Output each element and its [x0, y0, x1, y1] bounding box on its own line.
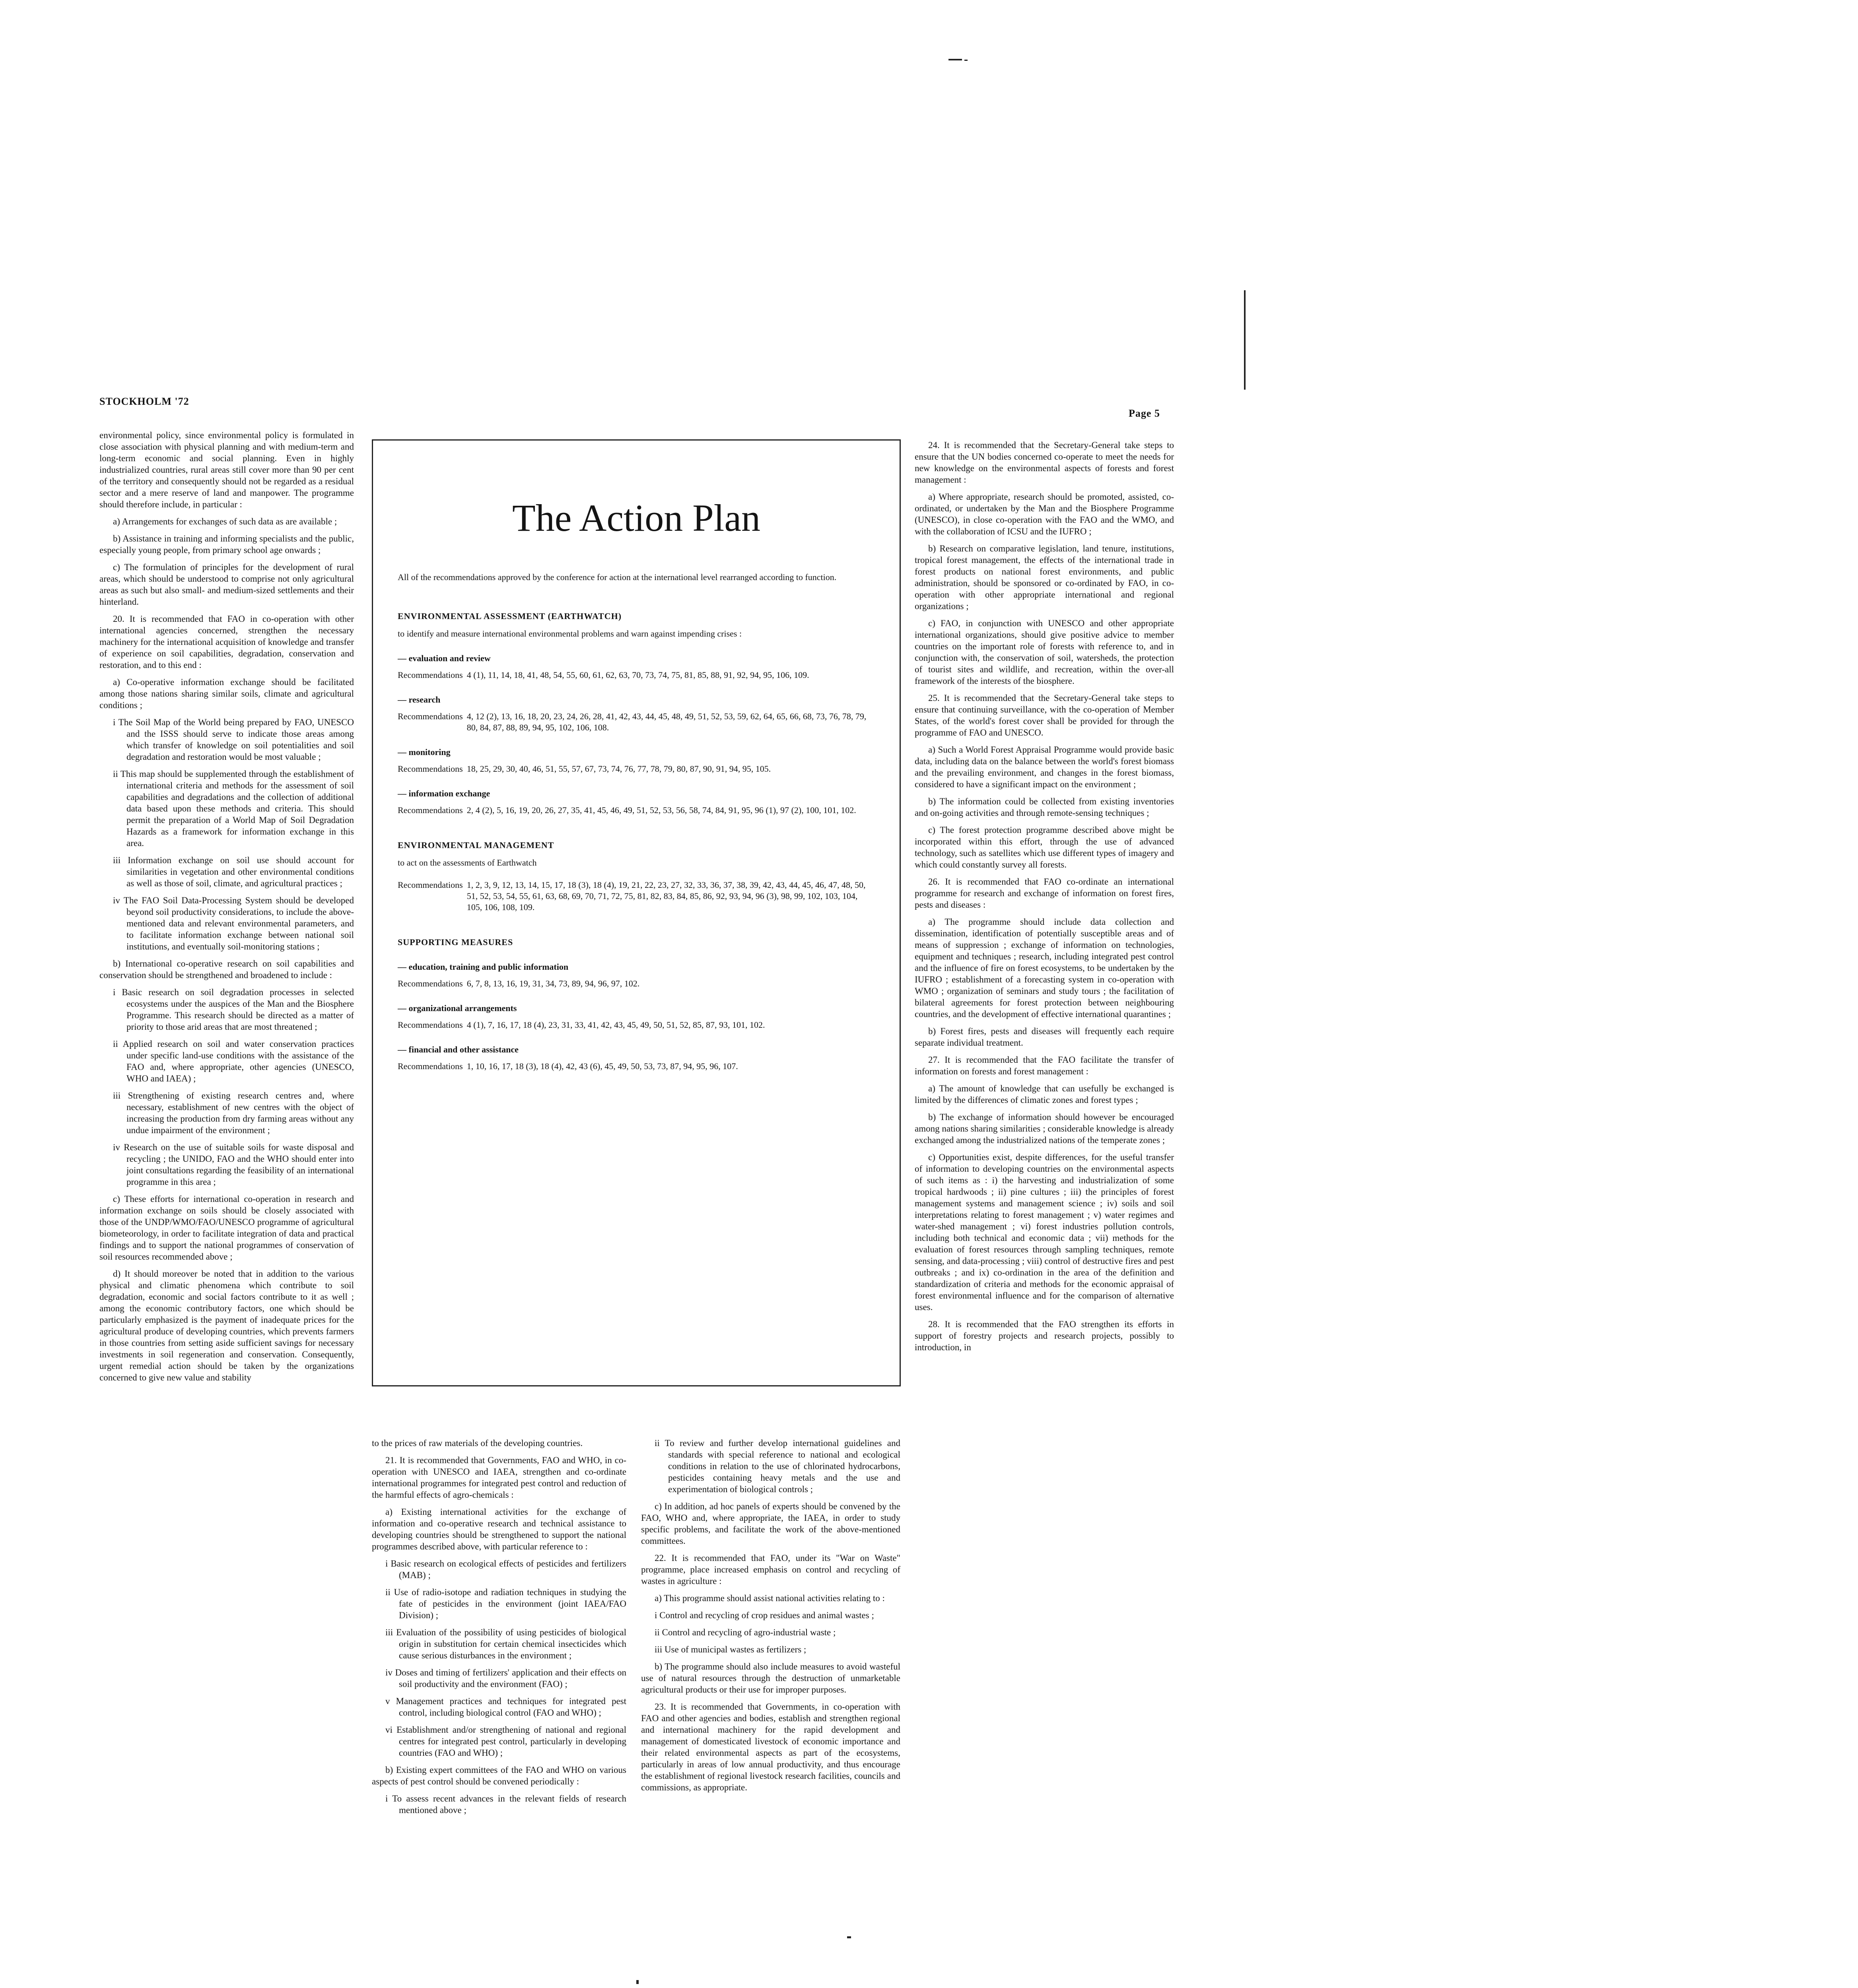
paragraph: iii Evaluation of the possibility of using pesticides of biological origin in substitution for certain chemical insecticides which cause serious disturbances in the environment ; — [385, 1627, 626, 1660]
paragraph: ii Control and recycling of agro-industrial waste ; — [655, 1627, 836, 1637]
paragraph: a) The programme should include data collection and dissemination, identification of potentially susceptible areas and of means of suppression ; exchange of information on technologies, equipment and techniques ; research, including integrated pest control and the influence of fire on forest ecosystems, to be undertaken by the IUFRO ; establishment of a forecasting system in co-operation with WMO ; organization of seminars and study tours ; the facilitation of bilateral agreements for forest protection between neighbouring countries, and the development of effective international quarantines ; — [915, 917, 1174, 1019]
paragraph: b) Assistance in training and informing specialists and the public, especially young people, from primary school age onwards ; — [99, 534, 354, 555]
recommendations-key: Recommendations — [398, 670, 463, 680]
paragraph: a) Existing international activities for the exchange of information and co-operative research and technical assistance to developing countries should be strengthened to support the national programmes described above, with particular reference to : — [372, 1507, 626, 1551]
section-description: to identify and measure international environmental problems and warn against impending crises : — [398, 629, 742, 639]
paragraph: b) The information could be collected from existing inventories and on-going activities and through remote-sensing techniques ; — [915, 796, 1174, 818]
paragraph: c) The forest protection programme described above might be incorporated within this effort, through the use of advanced technology, such as satellites which use different types of imagery and which could constantly survey all forests. — [915, 825, 1174, 870]
paragraph: v Management practices and techniques for integrated pest control, including biological control (FAO and WHO) ; — [385, 1696, 626, 1718]
paragraph: 22. It is recommended that FAO, under its "War on Waste" programme, place increased emphasis on control and recycling of wastes in agriculture : — [641, 1553, 900, 1586]
text-column-left — [99, 429, 354, 1389]
subsection-label: — research — [398, 695, 441, 705]
recommendation-list — [398, 763, 875, 775]
paragraph: b) The programme should also include measures to avoid wasteful use of natural resources through the destruction of unmarketable agricultural products or their use for improper purposes. — [641, 1662, 900, 1695]
running-header-left: STOCKHOLM '72 — [99, 396, 189, 407]
paragraph: 21. It is recommended that Governments, FAO and WHO, in co-operation with UNESCO and IAEA, strengthen and co-ordinate international programmes for integrated pest control and reduction of the harmful effects of agro-chemicals : — [372, 1455, 626, 1500]
paragraph: a) Such a World Forest Appraisal Programme would provide basic data, including data on the balance between the world's forest biomass and the prevailing environment, and changes in the forest biomass, considered to have a significant impact on the environment ; — [915, 745, 1174, 789]
paragraph: ii This map should be supplemented through the establishment of international criteria and methods for the assessment of soil capabilities and degradations and the collection of additional data based upon these methods and criteria. This should permit the preparation of a World Map of Soil Degradation Hazards as a framework for information exchange in this area. — [113, 769, 354, 848]
recommendation-numbers: 1, 2, 3, 9, 12, 13, 14, 15, 17, 18 (3), 18 (4), 19, 21, 22, 23, 27, 32, 33, 36, 37, 38, 39, 42, 43, 44, 45, 46, 47, 48, 50, 51, 52, 53, 54, 55, 61, 63, 68, 69, 70, 71, 72, 75, 81, 82, 83, 84, 85, 86, 92, 93, 94, 96 (3), 98, 99, 102, 103, 104, 105, 106, 108, 109. — [466, 880, 866, 912]
paragraph: 23. It is recommended that Governments, in co-operation with FAO and other agencies and bodies, establish and strengthen regional and international machinery for the rapid development and management of domesticated livestock of economic importance and their related environmental aspects as part of the ecosystems, particularly in areas of low annual productivity, and thus encourage the establishment of regional livestock research facilities, councils and commissions, as appropriate. — [641, 1702, 900, 1792]
paragraph: environmental policy, since environmental policy is formulated in close association with physical planning and with medium-term and long-term economic and social planning. Even in highly industrialized countries, rural areas still cover more than 90 per cent of the territory and consequently should not be regarded as a residual sector and a mere reserve of land and manpower. The programme should therefore include, in particular : — [99, 430, 354, 509]
paragraph: b) The exchange of information should however be encouraged among nations sharing similarities ; considerable knowledge is already exchanged among the industrialized nations of the temperate zones ; — [915, 1112, 1174, 1145]
paragraph: iii Use of municipal wastes as fertilizers ; — [655, 1644, 807, 1654]
section-heading: ENVIRONMENTAL MANAGEMENT — [398, 840, 554, 850]
subsection-label: — monitoring — [398, 747, 451, 757]
paragraph: ii Use of radio-isotope and radiation techniques in studying the fate of pesticides in the environment (joint IAEA/FAO Division) ; — [385, 1587, 626, 1620]
paragraph: b) Research on comparative legislation, land tenure, institutions, tropical forest management, the effects of the international trade in forest products on national forest environments, and public administration, should be sponsored or co-ordinated by FAO, in co-operation with other appropriate international and regional organizations ; — [915, 544, 1174, 611]
paragraph: c) In addition, ad hoc panels of experts should be convened by the FAO, WHO and, where appropriate, the IAEA, in order to study specific problems, and facilitate the work of the above-mentioned committees. — [641, 1501, 900, 1546]
scan-speck — [964, 60, 968, 61]
recommendation-numbers: 6, 7, 8, 13, 16, 19, 31, 34, 73, 89, 94, 96, 97, 102. — [466, 978, 640, 988]
paragraph: 26. It is recommended that FAO co-ordinate an international programme for research and exchange of information on forest fires, pests and diseases : — [915, 877, 1174, 910]
paragraph: c) Opportunities exist, despite differences, for the useful transfer of information to developing countries on the environmental aspects of such items as : i) the harvesting and industrialization of some tropical hardwoods ; ii) pine cultures ; iii) the principles of forest management systems and management science ; iv) soils and soil interpretations relating to forest management ; v) water regimes and water-shed management ; vi) forest industries pollution controls, including both technical and economic data ; vii) methods for the evaluation of forest resources through sampling techniques, remote sensing, and data-processing ; viii) control of destructive fires and pest outbreaks ; and ix) co-ordination in the area of the definition and standardization of criteria and methods for the economic appraisal of forest environmental influence and for the comparison of alternative uses. — [915, 1152, 1174, 1312]
action-plan-box — [372, 439, 901, 1386]
paragraph: ii To review and further develop international guidelines and standards with special reference to national and ecological conditions in relation to the use of chlorinated hydrocarbons, pesticides containing heavy metals and the use and experimentation of biological controls ; — [655, 1438, 900, 1494]
recommendation-numbers: 1, 10, 16, 17, 18 (3), 18 (4), 42, 43 (6), 45, 49, 50, 53, 73, 87, 94, 95, 96, 107. — [466, 1061, 738, 1071]
paragraph: i Control and recycling of crop residues and animal wastes ; — [655, 1610, 874, 1620]
recommendation-list — [398, 805, 875, 816]
paragraph: to the prices of raw materials of the developing countries. — [372, 1438, 583, 1448]
paragraph: iii Strengthening of existing research centres and, where necessary, establishment of new centres with the object of increasing the production from dry farming areas without any undue impairment of the environment ; — [113, 1091, 354, 1135]
recommendation-list — [398, 670, 875, 681]
scan-speck — [847, 1936, 851, 1938]
paragraph: i To assess recent advances in the relevant fields of research mentioned above ; — [385, 1794, 626, 1815]
paragraph: a) Arrangements for exchanges of such data as are available ; — [113, 516, 337, 526]
paragraph: i Basic research on soil degradation processes in selected ecosystems under the auspices of the Man and the Biosphere Programme. This research should be directed as a matter of priority to those arid areas that are most threatened ; — [113, 987, 354, 1032]
paragraph: 27. It is recommended that the FAO facilitate the transfer of information on forests and forest management : — [915, 1055, 1174, 1076]
paragraph: 25. It is recommended that the Secretary-General take steps to ensure that continuing surveillance, with the co-operation of Member States, of the world's forest cover shall be provided for through the programme of FAO and UNESCO. — [915, 693, 1174, 738]
paragraph: a) The amount of knowledge that can usefully be exchanged is limited by the differences of climatic zones and forest types ; — [915, 1083, 1174, 1105]
subsection-label: — evaluation and review — [398, 653, 491, 663]
recommendations-key: Recommendations — [398, 711, 463, 721]
paragraph: 28. It is recommended that the FAO strengthen its efforts in support of forestry projects and research projects, possibly to introduction, in — [915, 1319, 1174, 1352]
action-plan-title: The Action Plan — [512, 497, 760, 539]
paragraph: iv The FAO Soil Data-Processing System should be developed beyond soil productivity considerations, to include the above-mentioned data and relevant environmental parameters, and to facilitate information exchange between national soil institutions, and eventually soil-monitoring stations ; — [113, 895, 354, 951]
paragraph: a) This programme should assist national activities relating to : — [655, 1593, 885, 1603]
paragraph: 20. It is recommended that FAO in co-operation with other international agencies concerned, strengthen the necessary machinery for the international acquisition of knowledge and transfer of experience on soil capabilities, degradation, conservation and restoration, and to this end : — [99, 614, 354, 670]
paragraph: c) FAO, in conjunction with UNESCO and other appropriate international organizations, should give positive advice to member countries on the important role of forests with reference to, and in conjunction with, the conservation of soil, watersheds, the protection of tourist sites and wildlife, and recreation, within the over-all framework of the interests of the biosphere. — [915, 618, 1174, 686]
paragraph: c) The formulation of principles for the development of rural areas, which should be understood to comprise not only agricultural areas as such but also small- and medium-sized settlements and their hinterland. — [99, 562, 354, 607]
subsection-label: — information exchange — [398, 788, 490, 798]
recommendations-key: Recommendations — [398, 978, 463, 988]
text-column-middle-left — [372, 1437, 626, 1821]
recommendation-numbers: 4 (1), 7, 16, 17, 18 (4), 23, 31, 33, 41, 42, 43, 45, 49, 50, 51, 52, 85, 87, 93, 101, 102. — [466, 1020, 765, 1030]
recommendations-key: Recommendations — [398, 805, 463, 815]
action-plan-sections — [398, 611, 875, 1072]
subsection-label: — financial and other assistance — [398, 1044, 519, 1054]
recommendation-list — [398, 1061, 875, 1072]
paragraph: i Basic research on ecological effects of pesticides and fertilizers (MAB) ; — [385, 1559, 626, 1580]
text-column-middle-right — [641, 1437, 900, 1799]
paragraph: iv Research on the use of suitable soils for waste disposal and recycling ; the UNIDO, FAO and the WHO should enter into joint consultations regarding the feasibility of an international programme in this area ; — [113, 1142, 354, 1187]
recommendation-list — [398, 879, 875, 913]
recommendation-list — [398, 711, 875, 733]
paragraph: c) These efforts for international co-operation in research and information exchange on soils should be closely associated with those of the UNDP/WMO/FAO/UNESCO programme of agricultural biometeorology, in order to facilitate integration of data and practical findings and to support the national programmes of conservation of soil resources recommended above ; — [99, 1194, 354, 1262]
recommendation-list — [398, 978, 875, 989]
subsection-label: — organizational arrangements — [398, 1003, 517, 1013]
paragraph: i The Soil Map of the World being prepared by FAO, UNESCO and the ISSS should serve to indicate those areas among which transfer of knowledge on soil potentialities and soil degradation and restoration would be most valuable ; — [113, 717, 354, 762]
recommendations-key: Recommendations — [398, 1061, 463, 1071]
paragraph: iii Information exchange on soil use should account for similarities in vegetation and other environmental conditions as well as those of soil, climate, and agricultural practices ; — [113, 855, 354, 888]
paragraph: a) Co-operative information exchange should be facilitated among those nations sharing similar soils, climate and agricultural conditions ; — [99, 677, 354, 710]
scan-speck — [948, 59, 962, 60]
paragraph: iv Doses and timing of fertilizers' application and their effects on soil productivity and the environment (FAO) ; — [385, 1668, 626, 1689]
paragraph: vi Establishment and/or strengthening of national and regional centres for integrated pest control, particularly in developing countries (FAO and WHO) ; — [385, 1725, 626, 1758]
paragraph: b) International co-operative research on soil capabilities and conservation should be strengthened and broadened to include : — [99, 959, 354, 980]
recommendation-numbers: 4, 12 (2), 13, 16, 18, 20, 23, 24, 26, 28, 41, 42, 43, 44, 45, 48, 49, 51, 52, 53, 59, 62, 64, 65, 66, 68, 73, 76, 78, 79, 80, 84, 87, 88, 89, 94, 95, 102, 106, 108. — [466, 711, 867, 732]
paragraph: d) It should moreover be noted that in addition to the various physical and climatic phenomena which contribute to soil degradation, economic and social factors contribute to it as well ; among the economic contributory factors, one which should be particularly emphasized is the payment of inadequate prices for the agricultural produce of developing countries, which prevents farmers in those countries from setting aside sufficient savings for necessary investments in soil regeneration and conservation. Consequently, urgent remedial action should be taken by the organizations concerned to give new value and stability — [99, 1269, 354, 1382]
recommendations-key: Recommendations — [398, 880, 463, 890]
recommendation-numbers: 4 (1), 11, 14, 18, 41, 48, 54, 55, 60, 61, 62, 63, 70, 73, 74, 75, 81, 85, 88, 91, 92, 94, 95, 106, 109. — [466, 670, 809, 680]
subsection-label: — education, training and public information — [398, 962, 569, 972]
recommendation-numbers: 2, 4 (2), 5, 16, 19, 20, 26, 27, 35, 41, 45, 46, 49, 51, 52, 53, 56, 58, 74, 84, 91, 95, 96 (1), 97 (2), 100, 101, 102. — [466, 805, 856, 815]
recommendations-key: Recommendations — [398, 764, 463, 774]
paragraph: b) Forest fires, pests and diseases will frequently each require separate individual treatment. — [915, 1026, 1174, 1048]
recommendation-list — [398, 1019, 875, 1031]
paragraph: ii Applied research on soil and water conservation practices under specific land-use conditions with the assistance of the FAO and, where appropriate, other agencies (UNESCO, WHO and IAEA) ; — [113, 1039, 354, 1083]
action-plan-intro: All of the recommendations approved by the conference for action at the international level rearranged according to function. — [398, 572, 837, 582]
scan-line — [1244, 290, 1246, 390]
recommendations-key: Recommendations — [398, 1020, 463, 1030]
recommendation-numbers: 18, 25, 29, 30, 40, 46, 51, 55, 57, 67, 73, 74, 76, 77, 78, 79, 80, 87, 90, 91, 94, 95, 105. — [466, 764, 771, 774]
page-number: Page 5 — [1129, 408, 1160, 419]
text-column-right — [915, 439, 1174, 1359]
section-heading: SUPPORTING MEASURES — [398, 937, 513, 947]
paragraph: a) Where appropriate, research should be promoted, assisted, co-ordinated, or undertaken by the Man and the Biosphere Programme (UNESCO), in close co-operation with the FAO and the WMO, and with the collaboration of ICSU and the IUFRO ; — [915, 492, 1174, 536]
section-description: to act on the assessments of Earthwatch — [398, 858, 537, 868]
scan-speck — [636, 1980, 639, 1984]
paragraph: b) Existing expert committees of the FAO and WHO on various aspects of pest control should be convened periodically : — [372, 1765, 626, 1786]
paragraph: 24. It is recommended that the Secretary-General take steps to ensure that the UN bodies concerned co-operate to meet the needs for new knowledge on the environmental aspects of forests and forest management : — [915, 440, 1174, 485]
section-heading: ENVIRONMENTAL ASSESSMENT (EARTHWATCH) — [398, 611, 622, 621]
